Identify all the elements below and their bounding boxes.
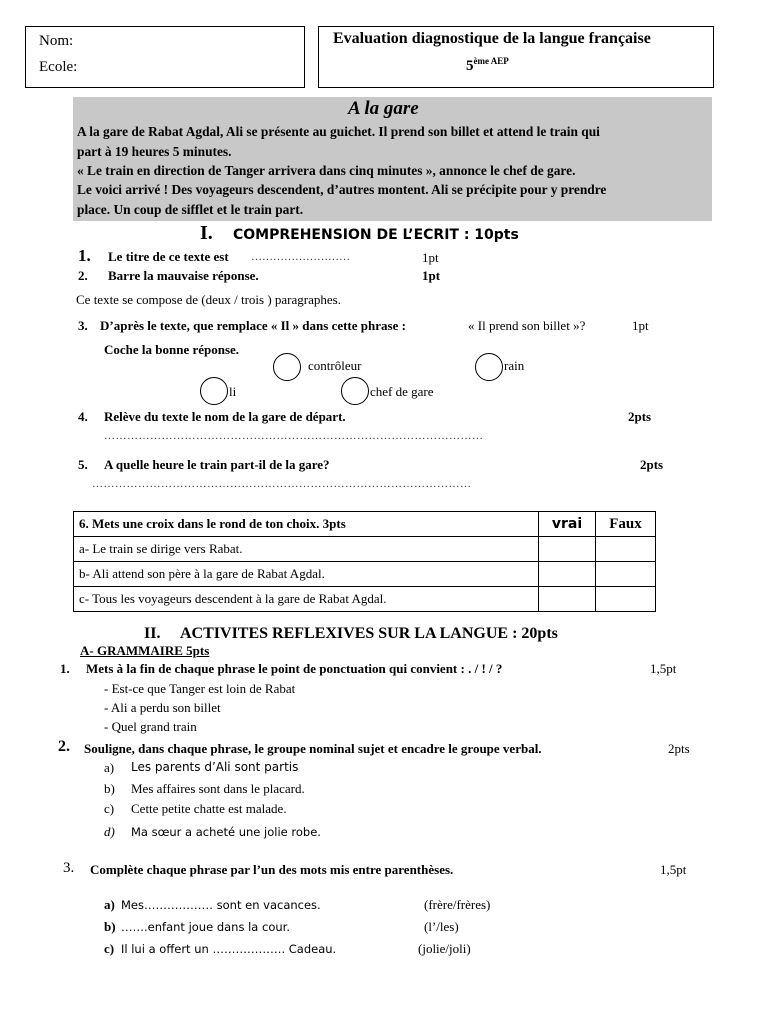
g-q2-item-text: Ma sœur a acheté une jolie robe.	[131, 825, 321, 839]
table-header-row	[74, 512, 656, 537]
g-q3-item-letter: c)	[104, 941, 115, 956]
g-q3-number: 3.	[63, 860, 75, 876]
g-q3-points: 1,5pt	[660, 862, 687, 877]
vrai-cell[interactable]	[539, 587, 596, 612]
table-header-vrai: vrai	[539, 512, 596, 537]
q2-sentence[interactable]: Ce texte se compose de (deux / trois ) paragraphes.	[76, 292, 341, 307]
option-circle-ali[interactable]	[200, 377, 228, 405]
q3-number: 3.	[78, 318, 88, 333]
g-q1-item: - Est-ce que Tanger est loin de Rabat	[104, 681, 296, 696]
reading-line: « Le train en direction de Tanger arrivera dans cinq minutes », annonce le chef de gare.	[77, 163, 576, 178]
g-q1-text: Mets à la fin de chaque phrase le point de ponctuation qui convient : . / ! / ?	[86, 661, 503, 676]
g-q3-item-letter: a)	[104, 897, 115, 912]
reading-line: A la gare de Rabat Agdal, Ali se présente au guichet. Il prend son billet et attend le train qui	[77, 124, 600, 139]
g-q2-number: 2.	[58, 738, 70, 755]
g-q3-text: Complète chaque phrase par l’un des mots mis entre parenthèses.	[90, 862, 454, 877]
q5-answer-line[interactable]: ………………………………………………………………………………………	[92, 478, 472, 490]
q5-number: 5.	[78, 457, 88, 472]
q2-points: 1pt	[422, 268, 441, 283]
option-label-train: rain	[504, 358, 525, 373]
section-1-title: COMPREHENSION DE L’ECRIT : 10pts	[233, 227, 519, 243]
true-false-table	[73, 511, 656, 612]
g-q2-item-letter: d)	[104, 824, 115, 839]
statement-cell: b- Ali attend son père à la gare de Rabat Agdal.	[74, 562, 539, 587]
g-q3-item-text[interactable]: Mes……………… sont en vacances.	[121, 898, 321, 912]
level-number: 5	[466, 58, 474, 74]
g-q2-item-letter: b)	[104, 781, 115, 796]
reading-title: A la gare	[348, 98, 419, 119]
exam-level	[466, 56, 509, 75]
g-q3-item-text[interactable]: Il lui a offert un ………………. Cadeau.	[121, 942, 337, 956]
q4-number: 4.	[78, 409, 88, 424]
table-header-instruction: 6. Mets une croix dans le rond de ton choix. 3pts	[74, 512, 539, 537]
g-q2-item-text: Les parents d’Ali sont partis	[131, 760, 299, 774]
table-row	[74, 537, 656, 562]
q5-text: A quelle heure le train part-il de la gare?	[104, 457, 330, 472]
exam-title: Evaluation diagnostique de la langue française	[333, 30, 651, 47]
q2-number: 2.	[78, 268, 88, 283]
q1-number: 1.	[78, 246, 91, 265]
nom-label: Nom:	[39, 33, 74, 49]
table-header-faux: Faux	[596, 512, 656, 537]
vrai-cell[interactable]	[539, 562, 596, 587]
ecole-label: Ecole:	[39, 59, 78, 75]
g-q3-item-choice: (jolie/joli)	[418, 941, 471, 956]
table-row	[74, 587, 656, 612]
table-row	[74, 562, 656, 587]
faux-cell[interactable]	[596, 537, 656, 562]
option-circle-controleur[interactable]	[273, 353, 301, 381]
option-label-ali: li	[229, 384, 237, 399]
q3-instruction: Coche la bonne réponse.	[104, 342, 240, 357]
option-label-controleur: contrôleur	[308, 358, 362, 373]
q1-text: Le titre de ce texte est	[108, 249, 229, 264]
vrai-cell[interactable]	[539, 537, 596, 562]
q4-answer-line[interactable]: ………………………………………………………………………………………	[104, 430, 484, 442]
g-q1-item: - Quel grand train	[104, 719, 197, 734]
g-q1-points: 1,5pt	[650, 661, 677, 676]
grammar-subtitle: A- GRAMMAIRE 5pts	[80, 643, 210, 658]
section-2-title: ACTIVITES REFLEXIVES SUR LA LANGUE : 20pts	[180, 625, 558, 642]
q4-text: Relève du texte le nom de la gare de départ.	[104, 409, 346, 424]
g-q1-number: 1.	[60, 661, 70, 676]
reading-line: place. Un coup de sifflet et le train part.	[77, 202, 304, 217]
q4-points: 2pts	[628, 409, 652, 424]
statement-cell: c- Tous les voyageurs descendent à la gare de Rabat Agdal.	[74, 587, 539, 612]
reading-line: part à 19 heures 5 minutes.	[77, 144, 232, 159]
option-circle-chef-de-gare[interactable]	[341, 377, 369, 405]
g-q3-item-text[interactable]: …….enfant joue dans la cour.	[121, 920, 290, 934]
q1-answer-dots[interactable]: ………………………	[251, 251, 350, 263]
faux-cell[interactable]	[596, 562, 656, 587]
statement-cell: a- Le train se dirige vers Rabat.	[74, 537, 539, 562]
g-q3-item-letter: b)	[104, 919, 116, 934]
level-suffix: ème AEP	[473, 56, 509, 66]
section-1-numeral: I.	[200, 222, 213, 244]
g-q2-item-text: Mes affaires sont dans le placard.	[131, 781, 305, 796]
option-label-chef-de-gare: chef de gare	[370, 384, 434, 399]
q2-text: Barre la mauvaise réponse.	[108, 268, 259, 283]
section-2-numeral: II.	[144, 625, 161, 642]
g-q2-text: Souligne, dans chaque phrase, le groupe nominal sujet et encadre le groupe verbal.	[84, 741, 542, 756]
q3-points: 1pt	[632, 318, 649, 333]
g-q2-item-letter: c)	[104, 801, 115, 816]
g-q2-item-letter: a)	[104, 760, 115, 775]
faux-cell[interactable]	[596, 587, 656, 612]
q3-quote: « Il prend son billet »?	[468, 318, 586, 333]
reading-line: Le voici arrivé ! Des voyageurs descendent, d’autres montent. Ali se précipite pour y prendre	[77, 182, 607, 197]
q5-points: 2pts	[640, 457, 664, 472]
g-q1-item: - Ali a perdu son billet	[104, 700, 221, 715]
q1-points: 1pt	[422, 250, 439, 265]
g-q3-item-choice: (l’/les)	[424, 919, 459, 934]
option-circle-train[interactable]	[475, 353, 503, 381]
q3-text: D’après le texte, que remplace « Il » dans cette phrase :	[100, 318, 406, 333]
g-q2-item-text: Cette petite chatte est malade.	[131, 801, 287, 816]
g-q2-points: 2pts	[668, 741, 690, 756]
g-q3-item-choice: (frère/frères)	[424, 897, 491, 912]
